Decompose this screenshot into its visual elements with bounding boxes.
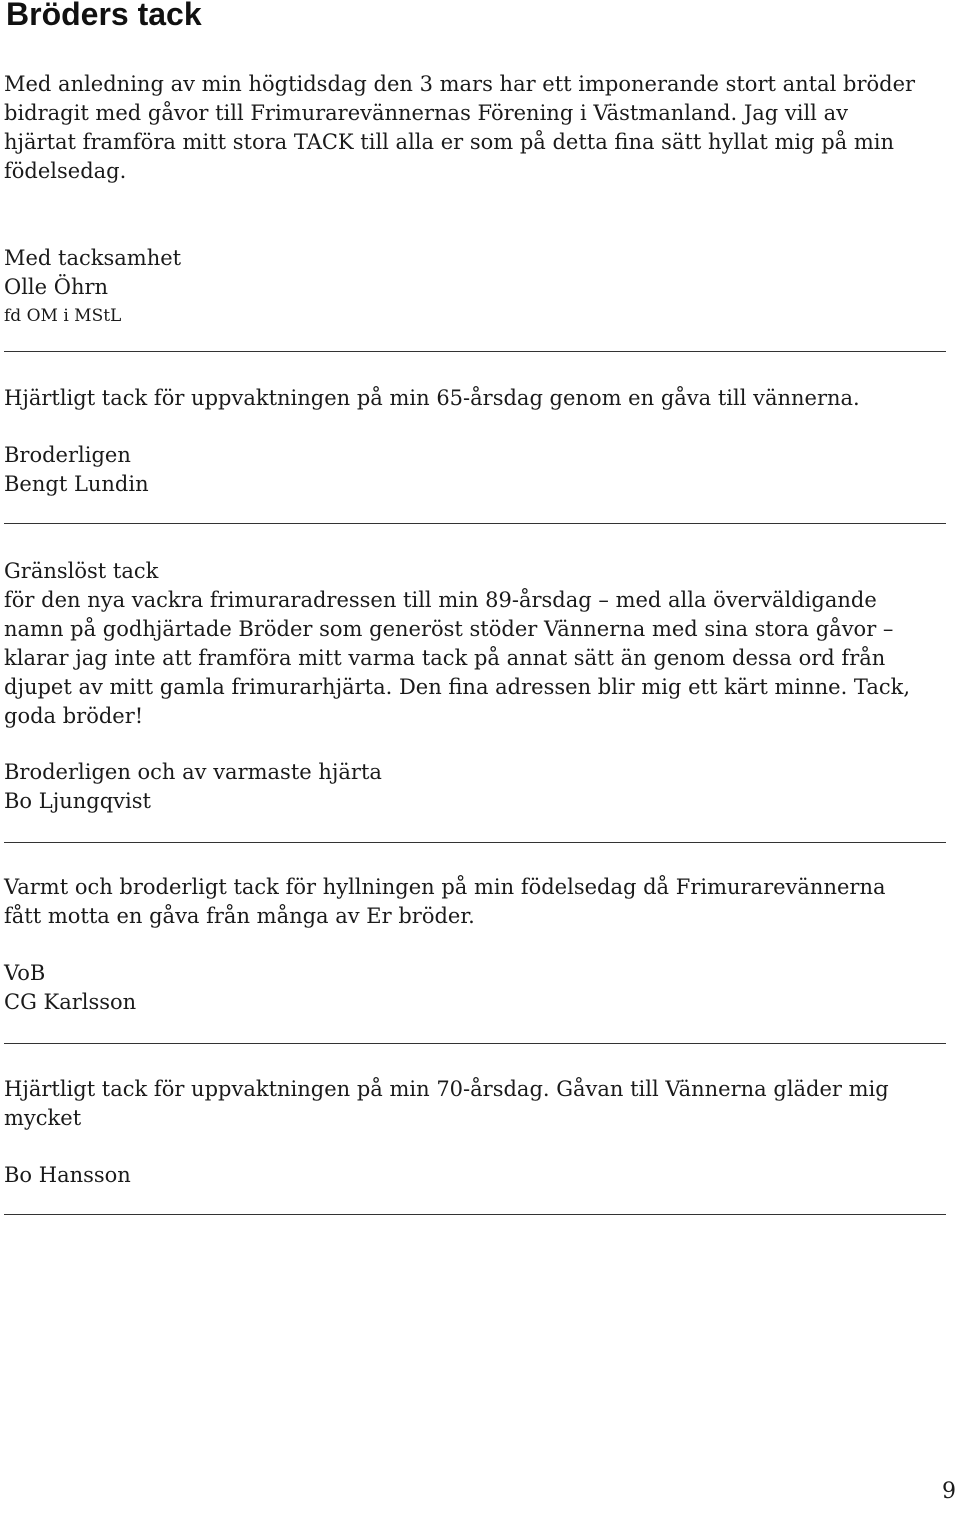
signature-1	[4, 244, 954, 331]
body-line: klarar jag inte att framföra mitt varma tack på annat sätt än genom dessa ord från	[4, 646, 886, 670]
signature-line: Bo Hansson	[4, 1163, 131, 1187]
body-line: mycket	[4, 1106, 82, 1130]
body-line: bidragit med gåvor till Frimurarevännernas Förening i Västmanland. Jag vill av	[4, 101, 848, 125]
thanks-message-3	[4, 557, 954, 731]
thanks-message-2	[4, 384, 954, 413]
thanks-message-5	[4, 1075, 954, 1133]
body-line: Gränslöst tack	[4, 559, 159, 583]
body-line: födelsedag.	[4, 159, 127, 183]
body-line: Hjärtligt tack för uppvaktningen på min 70-årsdag. Gåvan till Vännerna gläder mig	[4, 1077, 889, 1101]
signature-4	[4, 959, 954, 1017]
separator-line	[4, 1043, 946, 1044]
signature-line: Med tacksamhet	[4, 246, 182, 270]
signature-note: fd OM i MStL	[4, 306, 122, 326]
body-line: hjärtat framföra mitt stora TACK till alla er som på detta fina sätt hyllat mig på min	[4, 130, 895, 154]
signature-line: CG Karlsson	[4, 990, 137, 1014]
separator-line	[4, 523, 946, 524]
page-number: 9	[942, 1479, 956, 1504]
body-line: Hjärtligt tack för uppvaktningen på min 65-årsdag genom en gåva till vännerna.	[4, 386, 860, 410]
body-line: goda bröder!	[4, 704, 144, 728]
signature-line: Bengt Lundin	[4, 472, 149, 496]
separator-line	[4, 842, 946, 843]
separator-line	[4, 351, 946, 352]
signature-5	[4, 1161, 954, 1190]
body-line: för den nya vackra frimuraradressen till min 89-årsdag – med alla överväldigande	[4, 588, 877, 612]
signature-2	[4, 441, 954, 499]
body-line: fått motta en gåva från många av Er bröder.	[4, 904, 475, 928]
thanks-message-1	[4, 70, 954, 186]
page-title: Bröders tack	[6, 0, 202, 32]
signature-3	[4, 758, 954, 816]
body-line: namn på godhjärtade Bröder som generöst stöder Vännerna med sina stora gåvor –	[4, 617, 894, 641]
thanks-message-4	[4, 873, 954, 931]
separator-line	[4, 1214, 946, 1215]
body-line: djupet av mitt gamla frimurarhjärta. Den fina adressen blir mig ett kärt minne. Tack,	[4, 675, 910, 699]
body-line: Varmt och broderligt tack för hyllningen på min födelsedag då Frimurarevännerna	[4, 875, 886, 899]
body-line: Med anledning av min högtidsdag den 3 mars har ett imponerande stort antal bröder	[4, 72, 916, 96]
signature-line: VoB	[4, 961, 46, 985]
signature-line: Broderligen och av varmaste hjärta	[4, 760, 382, 784]
signature-line: Broderligen	[4, 443, 131, 467]
signature-line: Bo Ljungqvist	[4, 789, 151, 813]
signature-line: Olle Öhrn	[4, 275, 109, 299]
